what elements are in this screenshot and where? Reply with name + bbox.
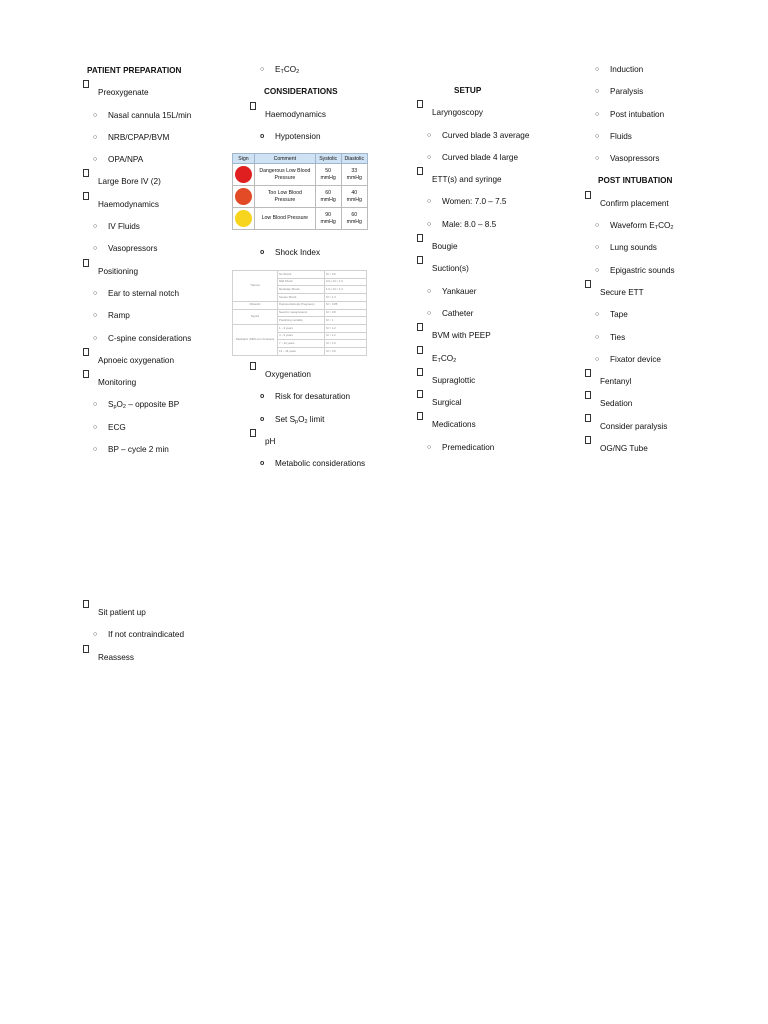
- list-item: Large Bore IV (2): [83, 171, 177, 193]
- circle-bullet-icon: ○: [595, 132, 600, 140]
- circle-bullet-icon: ○: [93, 401, 98, 409]
- checkbox-icon: [417, 167, 423, 175]
- section-heading: CONSIDERATIONS: [264, 87, 338, 97]
- checkbox-icon: [585, 414, 591, 422]
- section-heading: POST INTUBATION: [598, 176, 673, 186]
- circle-bullet-icon: o: [260, 249, 265, 256]
- circle-bullet-icon: o: [260, 393, 265, 401]
- list-item: ETT(s) and syringe: [417, 169, 444, 191]
- list-item: ○ Fixator device: [585, 349, 659, 371]
- list-item: ○ Curved blade 4 large: [417, 147, 444, 169]
- circle-bullet-icon: ○: [93, 631, 98, 639]
- orange-circle-icon: [235, 188, 252, 205]
- list-item: ○ Women: 7.0 – 7.5: [417, 191, 444, 213]
- circle-bullet-icon: ○: [595, 244, 600, 252]
- list-item: ○ BP – cycle 2 min: [83, 439, 177, 461]
- circle-bullet-icon: ○: [427, 309, 432, 317]
- circle-bullet-icon: ○: [427, 443, 432, 451]
- list-item: Confirm placement: [585, 193, 659, 215]
- list-item: ○ Vasopressors: [83, 238, 177, 260]
- table-row: Too Low Blood Pressure 60 mmHg 40 mmHg: [233, 186, 368, 208]
- checkbox-icon: [585, 436, 591, 444]
- checkbox-icon: [417, 390, 423, 398]
- circle-bullet-icon: ○: [595, 66, 600, 73]
- checkbox-icon: [83, 80, 89, 88]
- circle-bullet-icon: ○: [93, 312, 98, 320]
- list-item: ○ Fluids: [585, 126, 659, 148]
- list-item: ○ Ear to sternal notch: [83, 283, 177, 305]
- list-item: ○ Tape: [585, 304, 659, 326]
- circle-bullet-icon: ○: [93, 289, 98, 297]
- column-patient-preparation: [83, 60, 192, 461]
- circle-bullet-icon: ○: [595, 266, 600, 274]
- checkbox-icon: [83, 370, 89, 378]
- table-row: Obstetric Ruptured Ectopic Pregnancy SI > 0.85: [233, 301, 367, 309]
- list-item: ○ Yankauer: [417, 281, 444, 303]
- table-row: Mild Shock 0.6 ≤ SI < 1.0: [233, 278, 367, 286]
- list-item: ○ ETCO2: [250, 59, 324, 81]
- table-header: Diastolic: [341, 154, 367, 164]
- list-item: ○ C-spine considerations: [83, 328, 177, 350]
- list-item: ○ Epigastric sounds: [585, 260, 659, 282]
- checkbox-icon: [417, 346, 423, 354]
- circle-bullet-icon: ○: [595, 311, 600, 319]
- table-row: Paediatric (SIPA-cut off values) 1 – 3 years SI > 1.2: [233, 325, 367, 333]
- table-row: Sepsis Need for vasopressors SI > 0.8: [233, 309, 367, 317]
- column-setup: [417, 80, 530, 459]
- table-header: Systolic: [315, 154, 341, 164]
- section-heading: PATIENT PREPARATION: [87, 66, 182, 75]
- list-item: ○ ECG: [83, 417, 177, 439]
- circle-bullet-icon: ○: [427, 220, 432, 228]
- table-row: 13 – 16 years SI > 0.9: [233, 348, 367, 356]
- table-row: 4 – 6 years SI > 1.2: [233, 332, 367, 340]
- list-item: ○ Male: 8.0 – 8.5: [417, 214, 444, 236]
- checkbox-icon: [83, 645, 89, 653]
- checkbox-icon: [585, 280, 591, 288]
- list-item: Sedation: [585, 393, 659, 415]
- list-item: Secure ETT: [585, 282, 659, 304]
- list-item: ○ Paralysis: [585, 81, 659, 103]
- circle-bullet-icon: ○: [93, 245, 98, 253]
- circle-bullet-icon: o: [260, 132, 265, 140]
- list-item: ○ Premedication: [417, 437, 444, 459]
- checkbox-icon: [585, 369, 591, 377]
- checkbox-icon: [83, 348, 89, 356]
- table-row: Low Blood Pressure 90 mmHg 60 mmHg: [233, 208, 368, 230]
- circle-bullet-icon: ○: [427, 287, 432, 295]
- checkbox-icon: [83, 259, 89, 267]
- column-induction-post-intubation: [585, 59, 675, 460]
- list-item: Supraglottic: [417, 370, 444, 392]
- circle-bullet-icon: ○: [93, 133, 98, 141]
- circle-bullet-icon: ○: [93, 111, 98, 119]
- yellow-circle-icon: [235, 210, 252, 227]
- checkbox-icon: [417, 100, 423, 108]
- list-item: Suction(s): [417, 258, 444, 280]
- list-item: ○ Induction: [585, 59, 659, 81]
- list-item: ○ IV Fluids: [83, 216, 177, 238]
- table-header: Sign: [233, 154, 255, 164]
- list-item: ○ Waveform ETCO2: [585, 215, 659, 237]
- list-item: Haemodynamics: [83, 194, 177, 216]
- circle-bullet-icon: ○: [93, 446, 98, 454]
- table-row: Moderate Shock 1.0 ≤ SI < 1.4: [233, 286, 367, 294]
- circle-bullet-icon: ○: [427, 198, 432, 206]
- list-item: Positioning: [83, 261, 177, 283]
- list-item: Fentanyl: [585, 371, 659, 393]
- table-row: Trauma No Shock SI < 0.6: [233, 271, 367, 279]
- checkbox-icon: [250, 429, 256, 437]
- list-item: o Hypotension: [250, 126, 324, 148]
- section-heading: SETUP: [454, 86, 482, 95]
- circle-bullet-icon: ○: [595, 88, 600, 96]
- checkbox-icon: [585, 391, 591, 399]
- circle-bullet-icon: ○: [595, 355, 600, 363]
- list-item: ○ Lung sounds: [585, 237, 659, 259]
- table-row: Severe Shock SI > 1.4: [233, 294, 367, 302]
- list-item: ○ Catheter: [417, 303, 444, 325]
- list-item: Medications: [417, 414, 444, 436]
- list-item: Laryngoscopy: [417, 102, 444, 124]
- list-item: Monitoring: [83, 372, 177, 394]
- list-item: BVM with PEEP: [417, 325, 444, 347]
- list-item: ○ Ramp: [83, 305, 177, 327]
- checkbox-icon: [250, 102, 256, 110]
- checkbox-icon: [417, 412, 423, 420]
- list-item: Surgical: [417, 392, 444, 414]
- table-header: Comment: [255, 154, 316, 164]
- list-item: Haemodynamics: [250, 104, 324, 126]
- table-row: 7 – 12 years SI > 1.0: [233, 340, 367, 348]
- circle-bullet-icon: ○: [93, 223, 98, 231]
- checkbox-icon: [83, 192, 89, 200]
- checkbox-icon: [83, 600, 89, 608]
- blood-pressure-sign-table: [232, 153, 368, 230]
- table-row: Predicting mortality SI > 1: [233, 317, 367, 325]
- shock-index-table: [232, 270, 367, 356]
- list-item: ○ Nasal cannula 15L/min: [83, 105, 177, 127]
- checkbox-icon: [585, 191, 591, 199]
- circle-bullet-icon: ○: [427, 131, 432, 139]
- circle-bullet-icon: o: [260, 415, 265, 423]
- list-item: Bougie: [417, 236, 444, 258]
- circle-bullet-icon: ○: [595, 155, 600, 163]
- circle-bullet-icon: o: [260, 460, 265, 468]
- circle-bullet-icon: ○: [595, 222, 600, 230]
- circle-bullet-icon: ○: [93, 423, 98, 431]
- list-item: Consider paralysis: [585, 416, 659, 438]
- red-circle-icon: [235, 166, 252, 183]
- checkbox-icon: [250, 362, 256, 370]
- list-item: OG/NG Tube: [585, 438, 659, 460]
- list-item: ○ SpO2 – opposite BP: [83, 394, 177, 416]
- circle-bullet-icon: ○: [595, 333, 600, 341]
- column-considerations: [250, 59, 338, 148]
- table-row: Dangerous Low Blood Pressure 50 mmHg 33 mmHg: [233, 164, 368, 186]
- list-item: ○ Vasopressors: [585, 148, 659, 170]
- list-item: ETCO2: [417, 348, 444, 370]
- list-item: Preoxygenate: [83, 82, 177, 104]
- list-item: ○ OPA/NPA: [83, 149, 177, 171]
- list-item: ○ NRB/CPAP/BVM: [83, 127, 177, 149]
- checkbox-icon: [417, 256, 423, 264]
- list-item: Apnoeic oxygenation: [83, 350, 177, 372]
- circle-bullet-icon: ○: [93, 156, 98, 164]
- circle-bullet-icon: ○: [260, 66, 265, 73]
- checkbox-icon: [417, 323, 423, 331]
- list-item: ○ Ties: [585, 327, 659, 349]
- circle-bullet-icon: ○: [93, 334, 98, 342]
- circle-bullet-icon: ○: [427, 153, 432, 161]
- checkbox-icon: [417, 368, 423, 376]
- list-item: ○ Curved blade 3 average: [417, 125, 444, 147]
- circle-bullet-icon: ○: [595, 110, 600, 118]
- list-item: ○ Post intubation: [585, 104, 659, 126]
- checkbox-icon: [417, 234, 423, 242]
- checkbox-icon: [83, 169, 89, 177]
